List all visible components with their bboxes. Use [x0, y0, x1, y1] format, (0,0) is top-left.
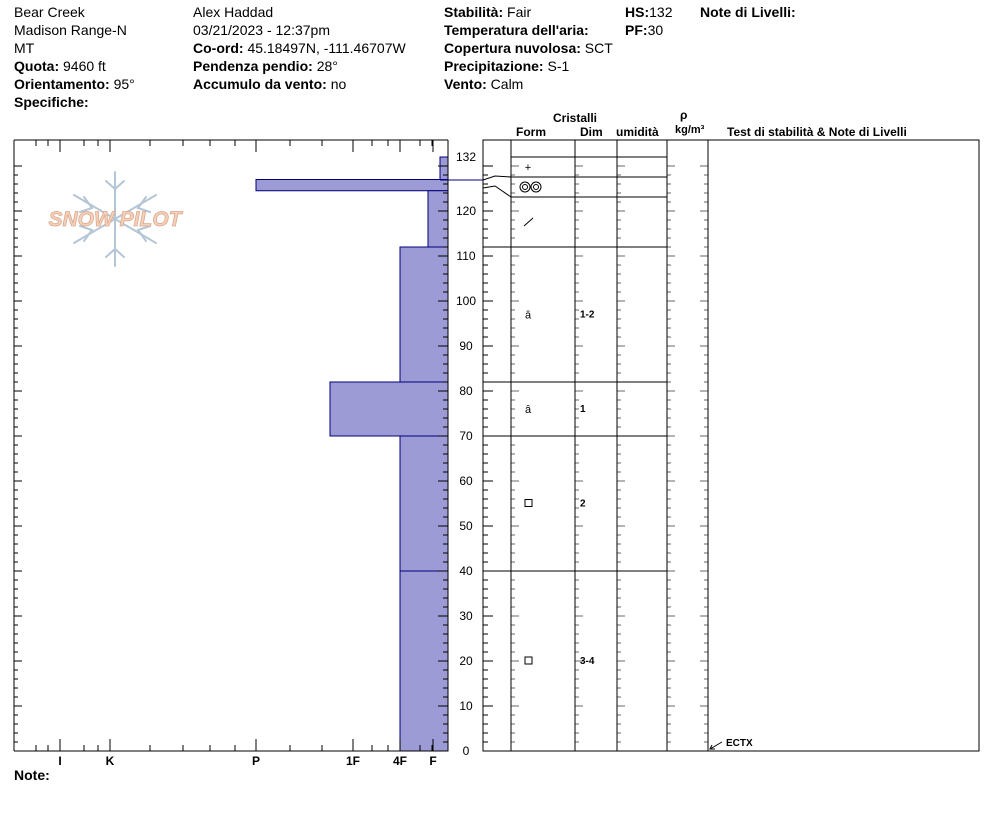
- cristalli-header: Cristalli: [553, 111, 598, 125]
- location-line-2: Madison Range-N: [14, 22, 127, 38]
- crystal-form-icon: [525, 657, 532, 664]
- height-tick-label: 132: [455, 150, 477, 164]
- hs-value: 132: [649, 4, 673, 20]
- hardness-tick-label: P: [251, 754, 261, 768]
- height-tick-label: 80: [459, 384, 473, 398]
- hardness-tick-label: F: [429, 754, 437, 768]
- crystal-form-icon: [525, 500, 532, 507]
- stabilita-value: Fair: [507, 4, 532, 20]
- hardness-layer-5: [400, 436, 448, 571]
- test-header: Test di stabilità & Note di Livelli: [727, 125, 907, 139]
- snowpilot-logo: [49, 172, 184, 266]
- crystal-form-icon: ȃ: [524, 404, 532, 416]
- note-label: Note:: [14, 767, 50, 783]
- form-header: Form: [516, 125, 546, 139]
- table-frame: [483, 140, 979, 751]
- pf-label: PF:: [625, 22, 648, 38]
- quota-value: 9460 ft: [63, 58, 106, 74]
- copertura-label: Copertura nuvolosa:: [444, 40, 581, 56]
- hardness-tick-label: 1F: [345, 754, 361, 768]
- observation-datetime: 03/21/2023 - 12:37pm: [193, 22, 330, 38]
- vento-value: Calm: [490, 76, 524, 92]
- height-tick-label: 10: [459, 699, 473, 713]
- rho-header: ρ: [680, 108, 688, 122]
- copertura-value: SCT: [584, 40, 613, 56]
- hardness-tick-label: 4F: [392, 754, 408, 768]
- height-tick-label: 60: [459, 474, 473, 488]
- crystal-form-icon: +: [524, 162, 532, 174]
- accumulo-label: Accumulo da vento:: [193, 76, 327, 92]
- height-tick-label: 70: [459, 429, 473, 443]
- quota-label: Quota:: [14, 58, 60, 74]
- crystal-form-icon-part: [523, 185, 528, 190]
- hardness-layer-2: [428, 191, 448, 247]
- hardness-layer-0: [440, 157, 448, 180]
- layer-connector-2: [483, 186, 511, 197]
- stratigraphy-table: [440, 140, 979, 751]
- coord-value: 45.18497N, -111.46707W: [247, 40, 406, 56]
- specifiche-label: Specifiche:: [14, 94, 89, 110]
- stability-test-label: ECTX: [726, 738, 753, 749]
- hardness-tick-label: K: [105, 754, 115, 768]
- hardness-layer-3: [400, 247, 448, 382]
- pendenza-label: Pendenza pendio:: [193, 58, 313, 74]
- hardness-tick-label: I: [58, 754, 62, 768]
- crystal-size-label: 3-4: [580, 656, 595, 667]
- crystal-form-icon-part: [531, 182, 541, 192]
- height-tick-label: 120: [455, 204, 477, 218]
- crystal-size-label: 1: [580, 404, 586, 415]
- layer-connector-1: [483, 176, 511, 180]
- pendenza-value: 28°: [316, 58, 338, 74]
- logo-wordmark: SNOW PILOT: [48, 208, 182, 231]
- crystal-form-icon-part: [520, 182, 530, 192]
- crystal-size-label: 2: [580, 498, 586, 510]
- stabilita-label: Stabilità:: [444, 4, 504, 20]
- note-livelli-label: Note di Livelli:: [700, 4, 796, 20]
- pf-value: 30: [647, 22, 664, 38]
- location-line-3: MT: [14, 40, 35, 56]
- crystal-form-icon-part: [534, 185, 539, 190]
- height-tick-label: 50: [459, 519, 473, 533]
- hardness-layers: [256, 157, 448, 751]
- vento-label: Vento:: [444, 76, 487, 92]
- crystal-form-icon: ȃ: [524, 309, 532, 322]
- precipitazione-label: Precipitazione:: [444, 58, 544, 74]
- height-tick-label: 30: [459, 609, 473, 623]
- crystal-form-icon: [520, 182, 541, 192]
- crystal-form-icon: [524, 218, 533, 226]
- orientamento-label: Orientamento:: [14, 76, 110, 92]
- rho-unit-header: kg/m³: [675, 124, 705, 136]
- observer-name: Alex Haddad: [193, 4, 274, 20]
- umidita-header: umidità: [616, 125, 659, 139]
- location-line-1: Bear Creek: [14, 4, 85, 20]
- coord-label: Co-ord:: [193, 40, 244, 56]
- hardness-layer-4: [330, 382, 448, 436]
- height-tick-label: 90: [459, 339, 473, 353]
- height-tick-label: 40: [459, 564, 473, 578]
- height-tick-label: 110: [456, 249, 476, 263]
- height-tick-label: 0: [462, 744, 470, 758]
- height-tick-label: 20: [459, 654, 473, 668]
- orientamento-value: 95°: [113, 76, 135, 92]
- dim-header: Dim: [580, 125, 603, 139]
- temperatura-label: Temperatura dell'aria:: [444, 22, 589, 38]
- hs-label: HS:: [625, 4, 650, 20]
- accumulo-value: no: [330, 76, 347, 92]
- crystal-size-label: 1-2: [580, 309, 595, 321]
- precipitazione-value: S-1: [547, 58, 570, 74]
- hardness-layer-1: [256, 180, 448, 191]
- height-tick-label: 100: [455, 294, 477, 308]
